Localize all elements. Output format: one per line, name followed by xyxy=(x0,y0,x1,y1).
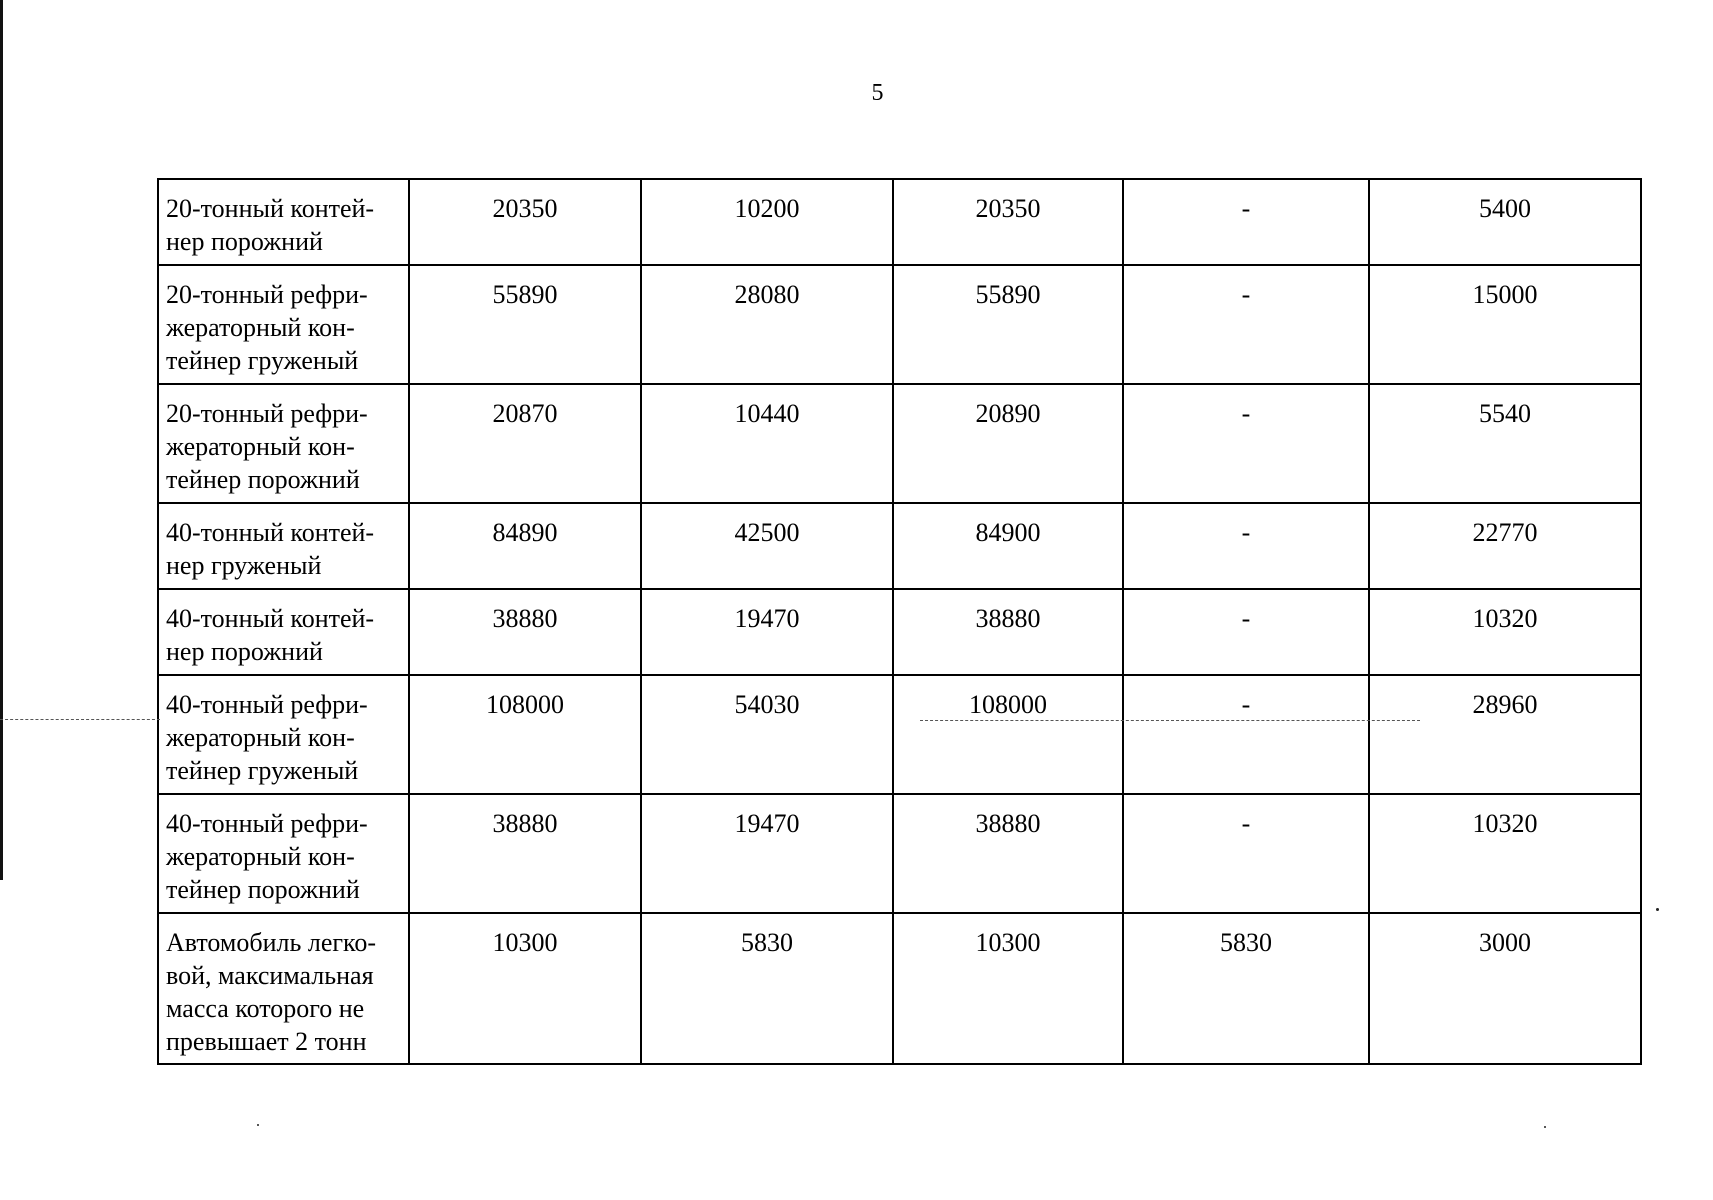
value-cell: 108000 xyxy=(409,675,641,794)
value-cell: 20870 xyxy=(409,384,641,503)
value-cell: 10320 xyxy=(1369,794,1641,913)
value-cell: 22770 xyxy=(1369,503,1641,589)
value-cell: 20890 xyxy=(893,384,1123,503)
cargo-name-cell: 20-тонный рефри-жераторный кон-тейнер груженый xyxy=(158,265,409,384)
value-cell: 20350 xyxy=(409,179,641,265)
value-cell: 3000 xyxy=(1369,913,1641,1064)
value-cell: - xyxy=(1123,265,1369,384)
value-cell: 108000 xyxy=(893,675,1123,794)
value-cell: 84890 xyxy=(409,503,641,589)
value-cell: 54030 xyxy=(641,675,893,794)
cargo-name-cell: 40-тонный рефри-жераторный кон-тейнер порожний xyxy=(158,794,409,913)
table-row xyxy=(158,794,1641,913)
table-row xyxy=(158,589,1641,675)
value-cell: 5400 xyxy=(1369,179,1641,265)
value-cell: 5830 xyxy=(641,913,893,1064)
scan-artifact-line xyxy=(920,720,1420,721)
cargo-name-cell: 40-тонный рефри-жераторный кон-тейнер груженый xyxy=(158,675,409,794)
value-cell: 42500 xyxy=(641,503,893,589)
value-cell: - xyxy=(1123,794,1369,913)
value-cell: 55890 xyxy=(893,265,1123,384)
scan-speck xyxy=(1544,1126,1546,1128)
cargo-name-cell: 40-тонный контей-нер груженый xyxy=(158,503,409,589)
value-cell: 15000 xyxy=(1369,265,1641,384)
value-cell: 19470 xyxy=(641,794,893,913)
table-row xyxy=(158,179,1641,265)
value-cell: 10300 xyxy=(409,913,641,1064)
value-cell: - xyxy=(1123,384,1369,503)
scan-speck xyxy=(1656,908,1659,911)
cargo-name-cell: 20-тонный рефри-жераторный кон-тейнер порожний xyxy=(158,384,409,503)
table-row xyxy=(158,913,1641,1064)
value-cell: - xyxy=(1123,503,1369,589)
value-cell: 28960 xyxy=(1369,675,1641,794)
value-cell: - xyxy=(1123,179,1369,265)
scan-left-edge xyxy=(0,0,3,880)
table-row xyxy=(158,265,1641,384)
table-row xyxy=(158,675,1641,794)
value-cell: 38880 xyxy=(893,589,1123,675)
cargo-name-cell: 20-тонный контей-нер порожний xyxy=(158,179,409,265)
value-cell: 84900 xyxy=(893,503,1123,589)
value-cell: 10300 xyxy=(893,913,1123,1064)
value-cell: 38880 xyxy=(409,589,641,675)
value-cell: 28080 xyxy=(641,265,893,384)
tariff-table xyxy=(157,178,1642,1065)
value-cell: 38880 xyxy=(409,794,641,913)
value-cell: 38880 xyxy=(893,794,1123,913)
page-number: 5 xyxy=(871,80,884,106)
value-cell: 5830 xyxy=(1123,913,1369,1064)
cargo-name-cell: 40-тонный контей-нер порожний xyxy=(158,589,409,675)
value-cell: 55890 xyxy=(409,265,641,384)
value-cell: - xyxy=(1123,675,1369,794)
scan-speck xyxy=(257,1124,259,1126)
value-cell: 10440 xyxy=(641,384,893,503)
table-row xyxy=(158,384,1641,503)
value-cell: 10320 xyxy=(1369,589,1641,675)
value-cell: 19470 xyxy=(641,589,893,675)
value-cell: - xyxy=(1123,589,1369,675)
scan-artifact-line xyxy=(0,719,160,720)
value-cell: 20350 xyxy=(893,179,1123,265)
table-row xyxy=(158,503,1641,589)
value-cell: 10200 xyxy=(641,179,893,265)
value-cell: 5540 xyxy=(1369,384,1641,503)
cargo-name-cell: Автомобиль легко-вой, максимальная масса которого не превышает 2 тонн xyxy=(158,913,409,1064)
